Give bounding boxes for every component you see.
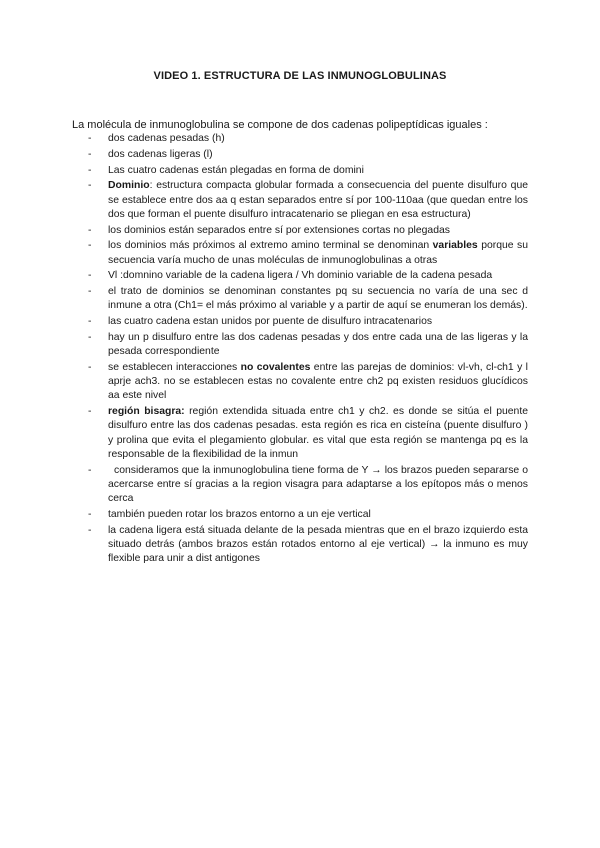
list-item xyxy=(88,405,528,462)
item-text: hay un p disulfuro entre las dos cadenas pesadas y dos entre cada una de las ligeras y la pesada correspondiente xyxy=(108,331,528,358)
item-text: región extendida situada entre ch1 y ch2. es donde se sitúa el puente disulfuro entre las dos cadenas pesadas. esta región es rica en cisteína (puente disulfuro ) y prolina que evita el plegamiento globular. es vital que esta región se mantenga pq es la responsable de la flexibilidad de la inmun xyxy=(108,406,528,460)
item-bold-term: no covalentes xyxy=(240,361,311,373)
list-item xyxy=(88,508,528,522)
list-item xyxy=(88,148,528,162)
bullet-dash: - xyxy=(88,133,92,144)
list-item xyxy=(88,331,528,359)
bullet-dash: - xyxy=(88,180,92,192)
bullet-list xyxy=(88,132,528,568)
intro-paragraph: La molécula de inmunoglobulina se compone de dos cadenas polipeptídicas iguales : xyxy=(72,119,488,131)
list-item xyxy=(88,224,528,238)
item-text: la cadena ligera está situada delante de la pesada mientras que en el brazo izquierdo esta situado detrás (ambos brazos están rotados entorno al eje vertical) → la inmuno es muy flexible para unir a dist antigones xyxy=(108,524,528,564)
bullet-dash: - xyxy=(88,406,92,418)
item-text: el trato de dominios se denominan constantes pq su secuencia no varía de una sec d inmune a otra (Ch1= el más próximo al variable y a partir de aquí se enumeran los demás). xyxy=(108,286,528,312)
list-item xyxy=(88,164,528,178)
item-bold-term: Dominio xyxy=(108,180,150,192)
list-item xyxy=(88,239,528,267)
list-item xyxy=(88,269,528,283)
list-item xyxy=(88,285,528,313)
item-text: Vl :domnino variable de la cadena ligera / Vh dominio variable de la cadena pesada xyxy=(108,270,493,282)
item-text: porque su secuencia varía mucho de unas moléculas de inmunoglobulinas a otras xyxy=(108,240,528,266)
bullet-dash: - xyxy=(88,331,92,343)
document-title: VIDEO 1. ESTRUCTURA DE LAS INMUNOGLOBULINAS xyxy=(153,70,447,82)
item-text: los dominios están separados entre sí por extensiones cortas no plegadas xyxy=(108,224,450,236)
bullet-dash: - xyxy=(88,464,92,476)
list-item xyxy=(88,132,528,146)
bullet-dash: - xyxy=(88,361,92,373)
list-item xyxy=(88,179,528,222)
item-text: también pueden rotar los brazos entorno a un eje vertical xyxy=(108,508,371,520)
item-bold-term: variables xyxy=(432,240,478,252)
item-text: entre las parejas de dominios: vl-vh, cl-ch1 y l aprje ach3. no se establecen estas no covalente entre ch2 pq existen residuos glucídicos aa este nivel xyxy=(108,361,528,402)
list-item xyxy=(88,315,528,329)
bullet-dash: - xyxy=(88,224,92,236)
item-text-before: los dominios más próximos al extremo amino terminal se denominan xyxy=(108,240,433,252)
item-text: dos cadenas ligeras (l) xyxy=(108,148,213,160)
bullet-dash: - xyxy=(88,270,92,282)
item-text: : estructura compacta globular formada a consecuencia del puente disulfuro que se establece entre dos aa q estan separados entre sí por 100-110aa (que quedan entre los dos que forman el puente disulfuro intracatenario se pliegan en esa estructura) xyxy=(108,180,528,220)
list-item xyxy=(88,464,528,507)
bullet-dash: - xyxy=(88,316,92,328)
bullet-dash: - xyxy=(88,148,92,160)
item-text-before: se establecen interacciones xyxy=(108,361,241,373)
bullet-dash: - xyxy=(88,240,92,252)
item-text: Las cuatro cadenas están plegadas en forma de domini xyxy=(108,164,364,176)
item-text: dos cadenas pesadas (h) xyxy=(108,133,225,144)
item-text: las cuatro cadena estan unidos por puente de disulfuro intracatenarios xyxy=(108,316,433,328)
item-text: consideramos que la inmunoglobulina tiene forma de Y → los brazos pueden separarse o acercarse entre sí gracias a la region visagra para adaptarse a los epítopos más o menos cerca xyxy=(108,464,528,504)
list-item xyxy=(88,524,528,567)
item-bold-term: región bisagra: xyxy=(108,406,185,418)
bullet-dash: - xyxy=(88,524,92,536)
bullet-dash: - xyxy=(88,286,92,298)
bullet-dash: - xyxy=(88,508,92,520)
list-item xyxy=(88,361,528,404)
bullet-dash: - xyxy=(88,164,92,176)
